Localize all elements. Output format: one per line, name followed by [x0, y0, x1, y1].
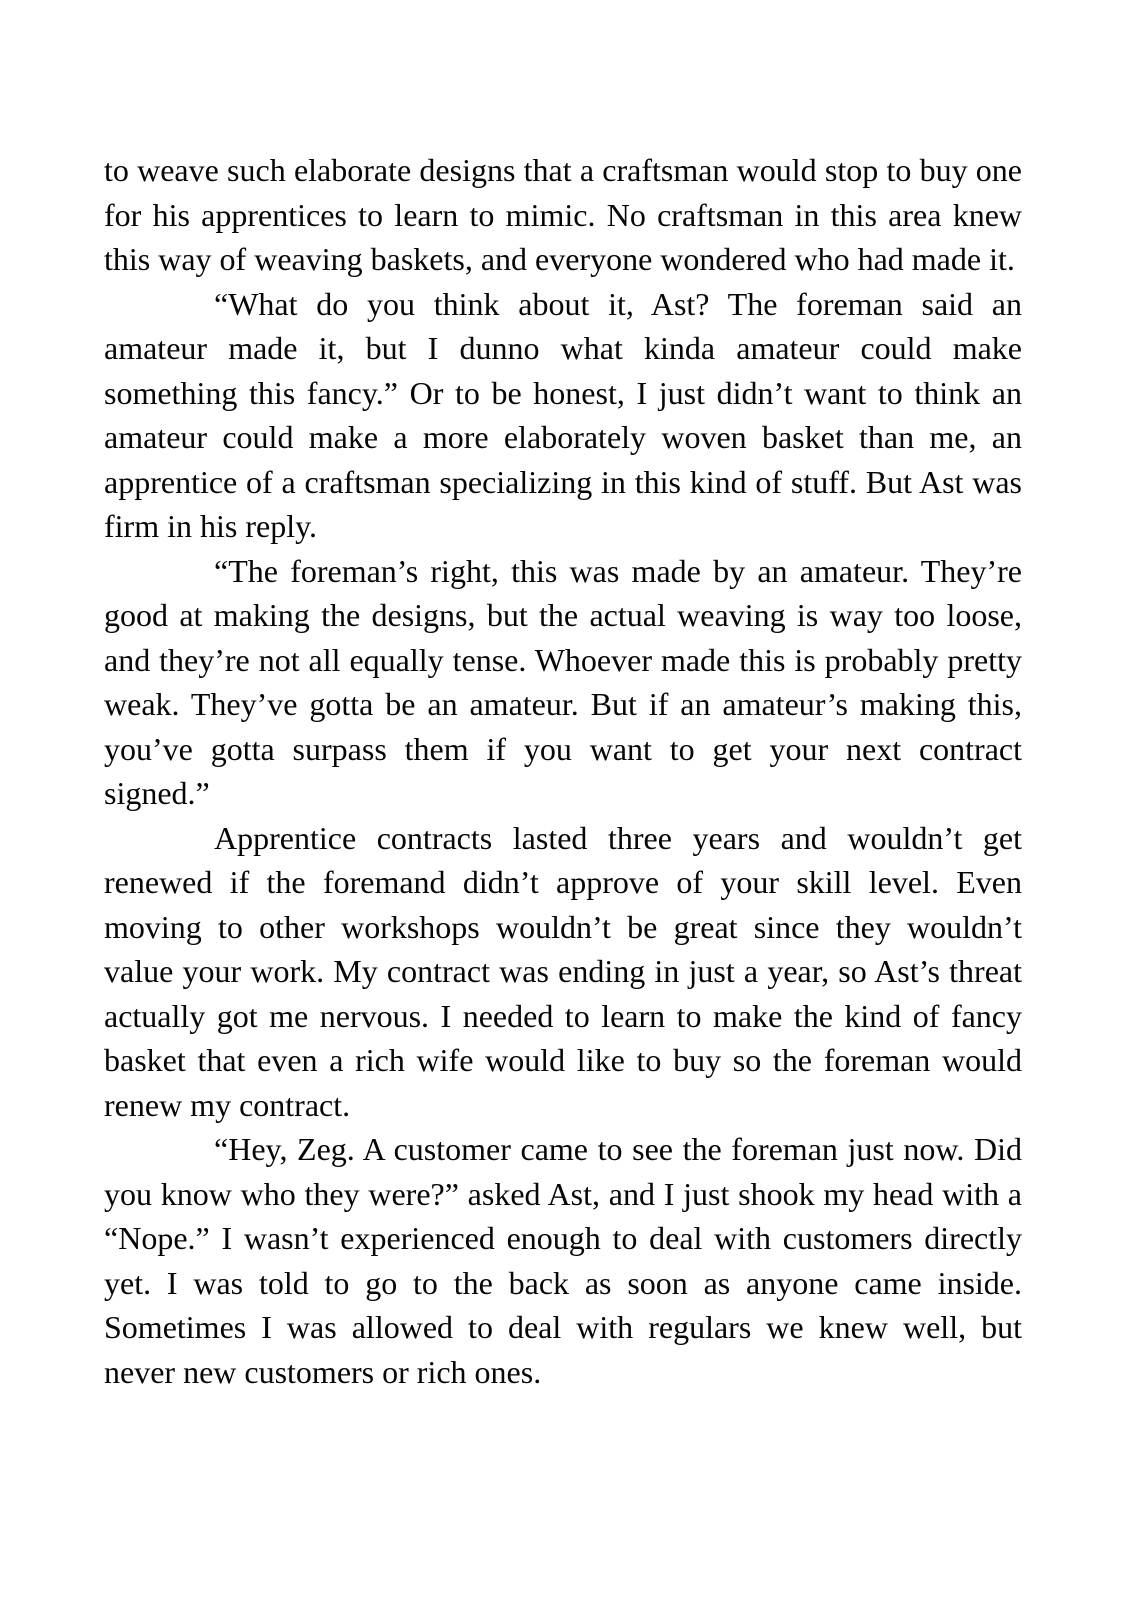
paragraph: “Hey, Zeg. A customer came to see the foreman just now. Did you know who they were?” asked Ast, and I just shook my head with a “Nope.” I wasn’t experienced enough to deal with customers directly yet. I was told to go to the back as soon as anyone came inside. Sometimes I was allowed to deal with regulars we knew well, but never new customers or rich ones. — [104, 1131, 1022, 1390]
paragraph: “The foreman’s right, this was made by an amateur. They’re good at making the designs, but the actual weaving is way too loose, and they’re not all equally tense. Whoever made this is probably pretty weak. They’ve gotta be an amateur. But if an amateur’s making this, you’ve gotta surpass them if you want to get your next contract signed.” — [104, 552, 1022, 811]
paragraph: to weave such elaborate designs that a craftsman would stop to buy one for his apprentices to learn to mimic. No craftsman in this area knew this way of weaving baskets, and everyone wondered who had made it. — [104, 152, 1022, 277]
page-text — [104, 148, 1022, 1394]
paragraph: Apprentice contracts lasted three years and wouldn’t get renewed if the foremand didn’t approve of your skill level. Even moving to other workshops wouldn’t be great since they wouldn’t value your work. My contract was ending in just a year, so Ast’s threat actually got me nervous. I needed to learn to make the kind of fancy basket that even a rich wife would like to buy so the foreman would renew my contract. — [104, 819, 1022, 1123]
paragraph: “What do you think about it, Ast? The foreman said an amateur made it, but I dunno what kinda amateur could make something this fancy.” Or to be honest, I just didn’t want to think an amateur could make a more elaborately woven basket than me, an apprentice of a craftsman specializing in this kind of stuff. But Ast was firm in his reply. — [104, 285, 1022, 544]
